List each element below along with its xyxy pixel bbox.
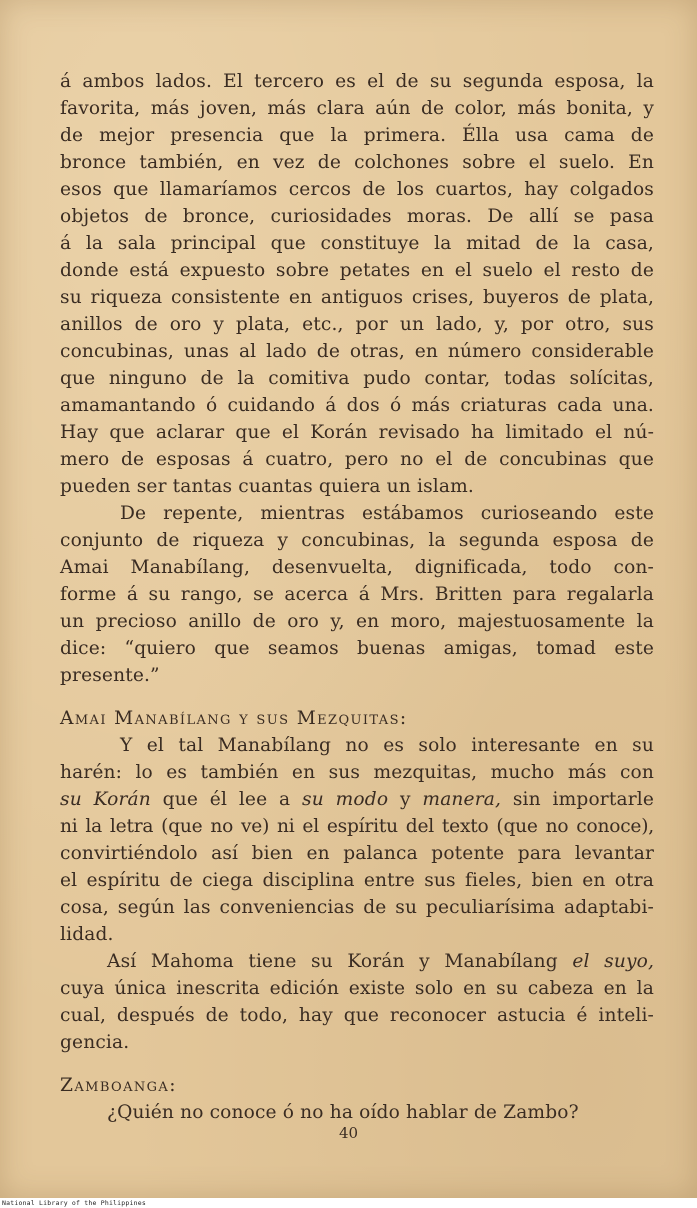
text-line: ni la letra (que no ve) ni el espíritu del texto (que no conoce), (60, 816, 654, 837)
spacer (60, 689, 654, 697)
text-line: mero de esposas á cuatro, pero no el de concubinas que (60, 449, 654, 470)
paragraph-4 (60, 948, 654, 1056)
text-line: su riqueza consistente en antiguos crises, buyeros de plata, (60, 287, 654, 308)
text-run: Así Mahoma tiene su Korán y Manabílang (107, 951, 573, 972)
italic-text: su modo (302, 789, 389, 810)
paragraph-5 (60, 1099, 654, 1126)
text-line: favorita, más joven, más clara aún de color, más bonita, y (60, 98, 654, 119)
text-line: dice: “quiero que seamos buenas amigas, tomad este (60, 638, 654, 659)
text-line: bronce también, en vez de colchones sobre el suelo. En (60, 152, 654, 173)
text-run: que él lee a (150, 789, 303, 810)
text-run: sin importarle (501, 789, 654, 810)
section-heading-mezquitas: Amai Manabílang y sus Mezquitas: (60, 708, 408, 729)
page-number: 40 (338, 1124, 359, 1142)
italic-text: manera, (422, 789, 502, 810)
paragraph-3 (60, 732, 654, 948)
text-line: á ambos lados. El tercero es el de su segunda esposa, la (60, 71, 654, 92)
text-line: cuya única inescrita edición existe solo en su cabeza en la (60, 978, 654, 999)
text-line: convirtiéndolo así bien en palanca potente para levantar (60, 843, 654, 864)
text-line: el espíritu de ciega disciplina entre sus fieles, bien en otra (60, 870, 654, 891)
text-line: anillos de oro y plata, etc., por un lado, y, por otro, sus (60, 314, 654, 335)
italic-text: su Korán (60, 789, 151, 810)
text-line: objetos de bronce, curiosidades moras. De allí se pasa (60, 206, 654, 227)
text-line: Hay que aclarar que el Korán revisado ha limitado el nú- (60, 422, 654, 443)
text-line: de mejor presencia que la primera. Élla usa cama de (60, 125, 654, 146)
text-line: Y el tal Manabílang no es solo interesante en su (120, 735, 654, 756)
text-line: forme á su rango, se acerca á Mrs. Britten para regalarla (60, 584, 654, 605)
paragraph-2 (60, 500, 654, 689)
text-line-mixed (60, 948, 654, 975)
text-line: concubinas, unas al lado de otras, en número considerable (60, 341, 654, 362)
text-line: gencia. (60, 1032, 130, 1053)
text-line: donde está expuesto sobre petates en el suelo el resto de (60, 260, 654, 281)
page-text (60, 68, 654, 1126)
library-footer: National Library of the Philippines (2, 1199, 146, 1207)
spacer (60, 1056, 654, 1064)
text-line: amamantando ó cuidando á dos ó más criaturas cada una. (60, 395, 654, 416)
italic-text: el suyo, (572, 951, 654, 972)
text-line: un precioso anillo de oro y, en moro, majestuosamente la (60, 611, 654, 632)
text-line: ¿Quién no conoce ó no ha oído hablar de Zambo? (107, 1102, 579, 1123)
text-line: pueden ser tantas cuantas quiera un islam. (60, 476, 474, 497)
text-line: á la sala principal que constituye la mitad de la casa, (60, 233, 654, 254)
text-run: y (388, 789, 423, 810)
text-line: conjunto de riqueza y concubinas, la segunda esposa de (60, 530, 654, 551)
text-line: lidad. (60, 924, 114, 945)
text-line: Amai Manabílang, desenvuelta, dignificada, todo con- (60, 557, 654, 578)
text-line: harén: lo es también en sus mezquitas, mucho más con (60, 762, 654, 783)
paragraph-1 (60, 68, 654, 500)
text-line: esos que llamaríamos cercos de los cuartos, hay colgados (60, 179, 654, 200)
text-line: De repente, mientras estábamos curioseando este (120, 503, 654, 524)
text-line: que ninguno de la comitiva pudo contar, todas solícitas, (60, 368, 654, 389)
text-line: cosa, según las conveniencias de su peculiarísima adaptabi- (60, 897, 654, 918)
text-line: presente.” (60, 665, 160, 686)
text-line: cual, después de todo, hay que reconocer astucia é inteli- (60, 1005, 654, 1026)
section-heading-zamboanga: Zamboanga: (60, 1075, 177, 1096)
text-line-mixed (60, 786, 654, 813)
